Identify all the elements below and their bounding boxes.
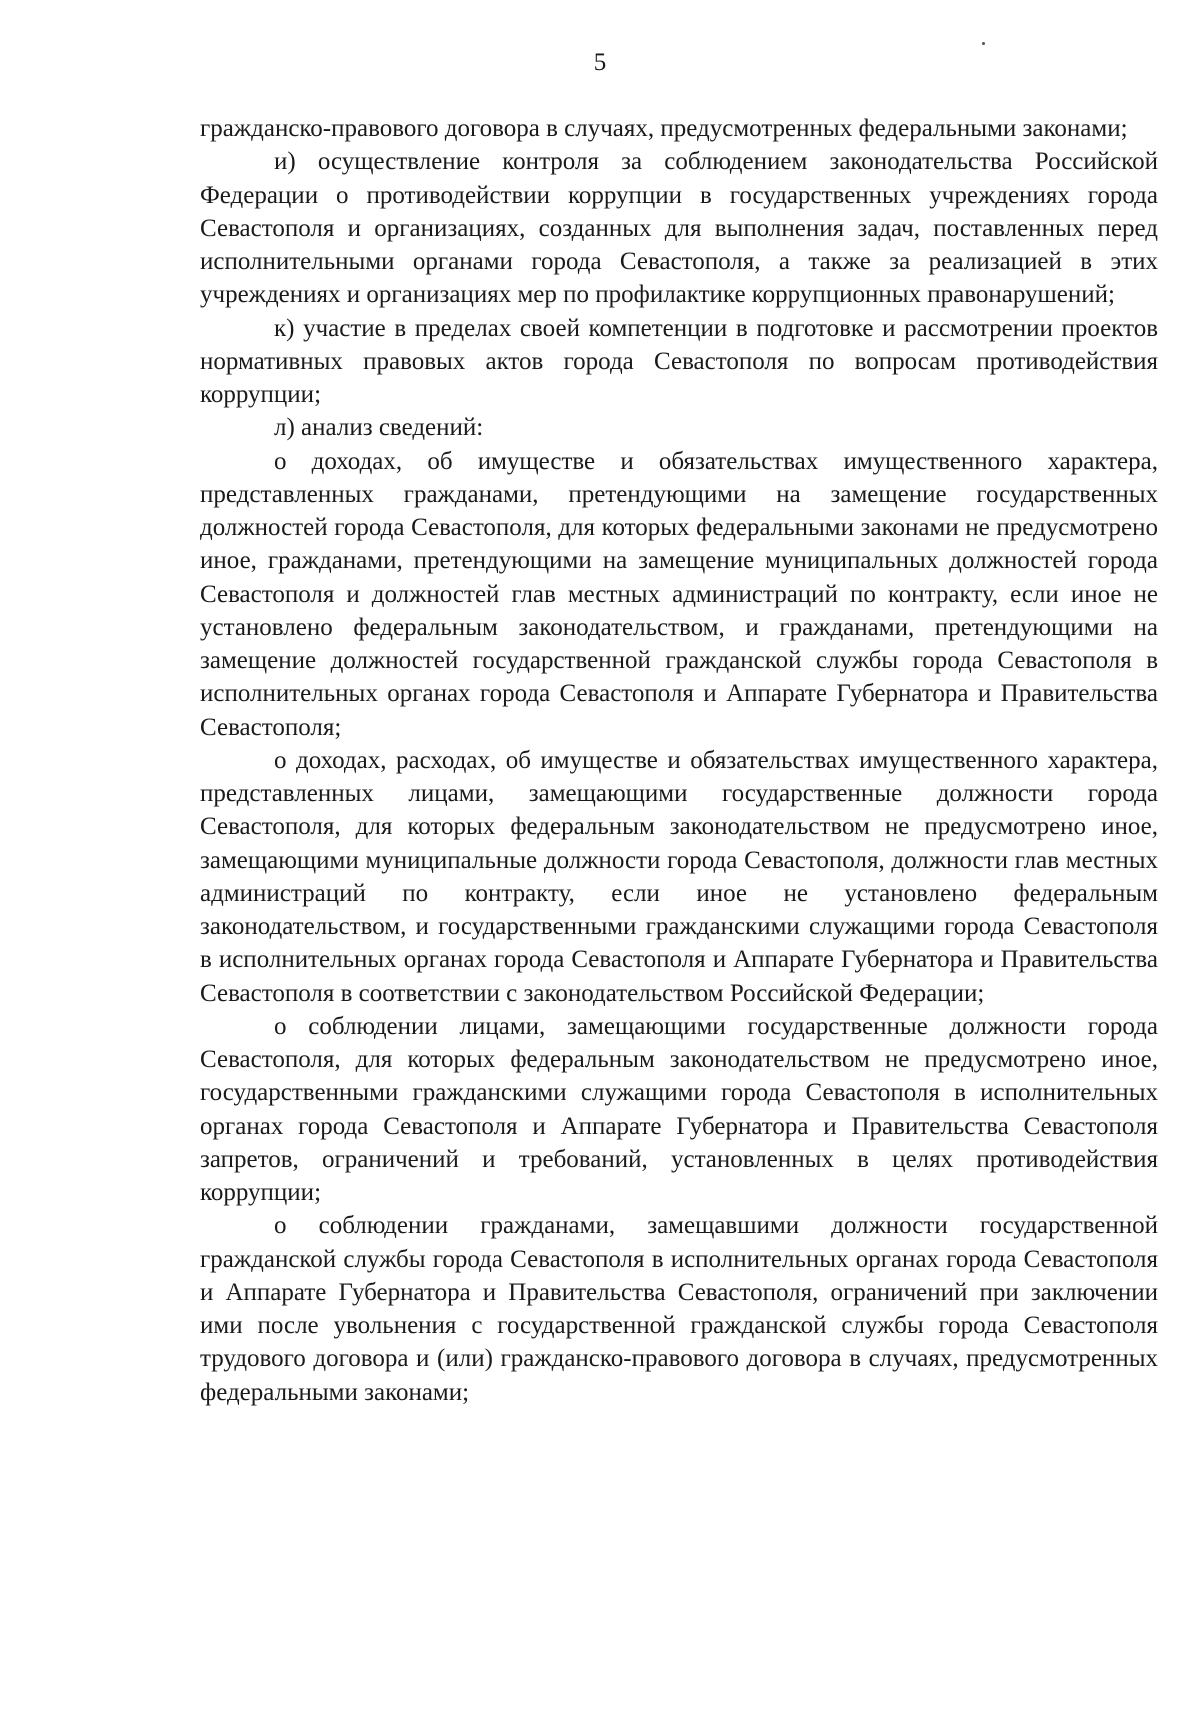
page-number: 5 — [593, 49, 607, 76]
document-body — [200, 112, 1158, 1409]
paragraph-income-officials: о доходах, расходах, об имуществе и обязательствах имущественного характера, представленных лицами, замещающими государственные должности города Севастополя, для которых федеральным законодательством не предусмотрено иное, замещающими муниципальные должности города Севастополя, должности глав местных администраций по контракту, если иное не установлено федеральным законодательством, и государственными гражданскими служащими города Севастополя в исполнительных органах города Севастополя и Аппарате Губернатора и Правительства Севастополя в соответствии с законодательством Российской Федерации; — [200, 746, 1158, 1007]
scan-artifact-dot — [982, 42, 985, 45]
paragraph-compliance-former: о соблюдении гражданами, замещавшими должности государственной гражданской службы города Севастополя в исполнительных органах города Севастополя и Аппарате Губернатора и Правительства Севастополя, ограничений при заключении ими после увольнения с государственной гражданской службы города Севастополя трудового договора и (или) гражданско-правового договора в случаях, предусмотренных федеральными законами; — [200, 1212, 1158, 1406]
paragraph-compliance-officials: о соблюдении лицами, замещающими государственные должности города Севастополя, для которых федеральным законодательством не предусмотрено иное, государственными гражданскими служащими города Севастополя в исполнительных органах города Севастополя и Аппарате Губернатора и Правительства Севастополя запретов, ограничений и требований, установленных в целях противодействия коррупции; — [200, 1012, 1158, 1206]
paragraph-income-candidates: о доходах, об имуществе и обязательствах имущественного характера, представленных гражданами, претендующими на замещение государственных должностей города Севастополя, для которых федеральными законами не предусмотрено иное, гражданами, претендующими на замещение муниципальных должностей города Севастополя и должностей глав местных администраций по контракту, если иное не установлено федеральным законодательством, и гражданами, претендующими на замещение должностей государственной гражданской службы города Севастополя в исполнительных органах города Севастополя и Аппарате Губернатора и Правительства Севастополя; — [200, 447, 1158, 741]
paragraph-item-k: к) участие в пределах своей компетенции в подготовке и рассмотрении проектов нормативных правовых актов города Севастополя по вопросам противодействия коррупции; — [200, 314, 1158, 408]
paragraph-item-i: и) осуществление контроля за соблюдением законодательства Российской Федерации о противодействии коррупции в государственных учреждениях города Севастополя и организациях, созданных для выполнения задач, поставленных перед исполнительными органами города Севастополя, а также за реализацией в этих учреждениях и организациях мер по профилактике коррупционных правонарушений; — [200, 148, 1158, 309]
paragraph-continuation: гражданско-правового договора в случаях, предусмотренных федеральными законами; — [200, 115, 1128, 142]
paragraph-item-l: л) анализ сведений: — [274, 414, 484, 442]
